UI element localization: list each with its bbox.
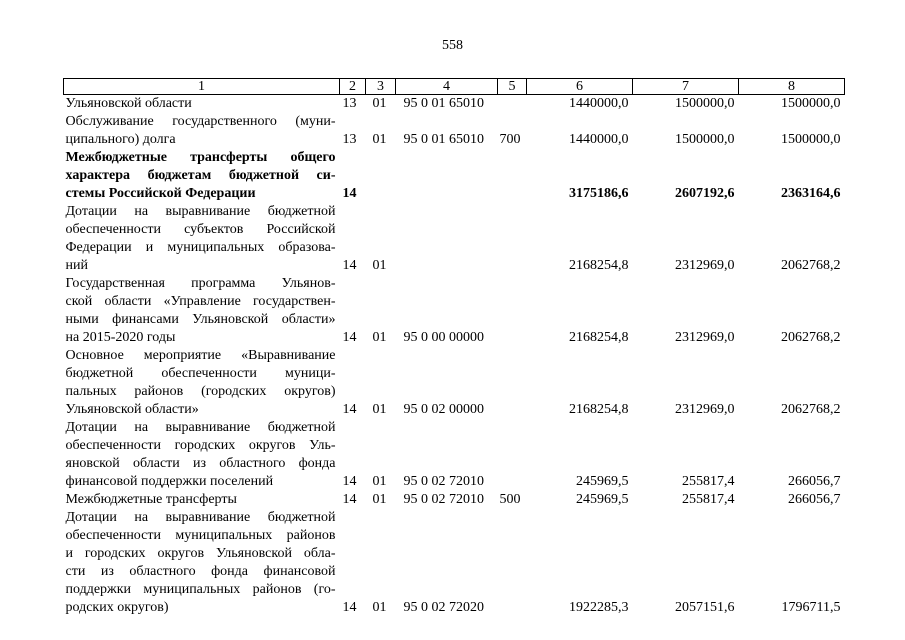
- row-name-line: ными финансами Ульяновской области»: [65, 312, 336, 327]
- row-name-line: бюджетной обеспеченности муници-: [65, 366, 336, 381]
- amount-col7-cell: 2057151,6: [675, 600, 735, 615]
- section-cell: 13: [342, 96, 357, 111]
- target-article-cell: 95 0 02 00000: [403, 402, 484, 417]
- amount-col6-cell: 2168254,8: [569, 402, 629, 417]
- row-name-line: пальных районов (городских округов): [65, 384, 336, 399]
- row-name: [64, 419, 340, 491]
- row-name-line: Ульяновской области»: [65, 402, 199, 417]
- row-name-line: Дотации на выравнивание бюджетной: [65, 420, 336, 435]
- expense-type-cell: [498, 95, 527, 114]
- expense-type-cell: [498, 509, 527, 617]
- section-cell: 14: [342, 600, 357, 615]
- row-name-line: стемы Российской Федерации: [65, 186, 256, 201]
- expense-type-cell: 500: [499, 492, 521, 507]
- amount-col8-cell: 2062768,2: [781, 258, 841, 273]
- target-article-cell: 95 0 02 72010: [403, 492, 484, 507]
- table-row: [64, 203, 845, 275]
- row-name: [64, 113, 340, 149]
- table-row: [64, 95, 845, 114]
- row-name-line: родских округов): [65, 600, 169, 615]
- header-col-5: 5: [498, 79, 527, 95]
- table-row: [64, 113, 845, 149]
- amount-col8-cell: 2062768,2: [781, 402, 841, 417]
- row-name-line: на 2015-2020 годы: [65, 330, 176, 345]
- amount-col6-cell: 1922285,3: [569, 600, 629, 615]
- target-article-cell: 95 0 01 65010: [403, 132, 484, 147]
- amount-col6-cell: 1440000,0: [569, 96, 629, 111]
- amount-col7-cell: 1500000,0: [675, 132, 735, 147]
- amount-col8-cell: 1796711,5: [781, 600, 841, 615]
- amount-col7-cell: 255817,4: [682, 492, 735, 507]
- section-cell: 13: [342, 132, 357, 147]
- subsection-cell: 01: [372, 474, 387, 489]
- row-name-line: Ульяновской области: [65, 96, 192, 111]
- row-name-line: ской области «Управление государствен-: [65, 294, 336, 309]
- expense-type-cell: [498, 275, 527, 347]
- table-row: [64, 419, 845, 491]
- row-name-line: Межбюджетные трансферты: [65, 492, 237, 507]
- row-name-line: Федерации и муниципальных образова-: [65, 240, 336, 255]
- table-body: [64, 95, 845, 618]
- page-number: 558: [442, 38, 463, 53]
- table-row: [64, 347, 845, 419]
- subsection-cell: 01: [372, 330, 387, 345]
- amount-col7-cell: 2312969,0: [675, 258, 735, 273]
- section-cell: 14: [342, 330, 357, 345]
- amount-col8-cell: 1500000,0: [781, 96, 841, 111]
- amount-col8-cell: 266056,7: [788, 474, 841, 489]
- row-name-line: яновской области из областного фонда: [65, 456, 336, 471]
- row-name-line: обеспеченности муниципальных районов: [65, 528, 336, 543]
- expense-type-cell: [498, 347, 527, 419]
- header-col-1: 1: [64, 79, 340, 95]
- row-name: [64, 509, 340, 617]
- amount-col7-cell: 2312969,0: [675, 330, 735, 345]
- amount-col6-cell: 2168254,8: [569, 330, 629, 345]
- target-article-cell: 95 0 02 72020: [403, 600, 484, 615]
- row-name: [64, 149, 340, 203]
- subsection-cell: 01: [372, 132, 387, 147]
- amount-col6-cell: 3175186,6: [569, 186, 629, 201]
- row-name-line: обеспеченности городских округов Уль-: [65, 438, 336, 453]
- amount-col6-cell: 2168254,8: [569, 258, 629, 273]
- expense-type-cell: [498, 203, 527, 275]
- row-name-line: характера бюджетам бюджетной си-: [65, 168, 336, 183]
- row-name: [64, 491, 340, 509]
- header-col-3: 3: [366, 79, 396, 95]
- expense-type-cell: 700: [499, 132, 521, 147]
- table-row: [64, 275, 845, 347]
- subsection-cell: 01: [372, 96, 387, 111]
- row-name-line: сти из областного фонда финансовой: [65, 564, 336, 579]
- target-article-cell: 95 0 01 65010: [403, 96, 484, 111]
- subsection-cell: 01: [372, 402, 387, 417]
- amount-col8-cell: 266056,7: [788, 492, 841, 507]
- expense-type-cell: [498, 149, 527, 203]
- expense-type-cell: [498, 419, 527, 491]
- table-row: [64, 509, 845, 617]
- amount-col7-cell: 255817,4: [682, 474, 735, 489]
- amount-col7-cell: 2607192,6: [675, 186, 735, 201]
- row-name: [64, 95, 340, 114]
- section-cell: 14: [342, 492, 357, 507]
- subsection-cell: 01: [372, 600, 387, 615]
- amount-col7-cell: 1500000,0: [675, 96, 735, 111]
- header-col-8: 8: [739, 79, 845, 95]
- table-row: [64, 149, 845, 203]
- subsection-cell: [366, 149, 396, 203]
- amount-col8-cell: 2062768,2: [781, 330, 841, 345]
- header-col-2: 2: [340, 79, 366, 95]
- table-row: [64, 491, 845, 509]
- row-name: [64, 203, 340, 275]
- row-name: [64, 275, 340, 347]
- target-article-cell: 95 0 02 72010: [403, 474, 484, 489]
- budget-table: [63, 78, 845, 617]
- header-row: [64, 79, 845, 95]
- row-name-line: обеспеченности субъектов Российской: [65, 222, 336, 237]
- target-article-cell: 95 0 00 00000: [403, 330, 484, 345]
- subsection-cell: 01: [372, 492, 387, 507]
- amount-col6-cell: 245969,5: [576, 492, 629, 507]
- row-name-line: Дотации на выравнивание бюджетной: [65, 204, 336, 219]
- row-name-line: и городских округов Ульяновской обла-: [65, 546, 336, 561]
- section-cell: 14: [342, 402, 357, 417]
- section-cell: 14: [342, 474, 357, 489]
- row-name-line: Межбюджетные трансферты общего: [65, 150, 336, 165]
- header-col-4: 4: [396, 79, 498, 95]
- subsection-cell: 01: [372, 258, 387, 273]
- row-name: [64, 347, 340, 419]
- section-cell: 14: [342, 186, 357, 201]
- row-name-line: поддержки муниципальных районов (го-: [65, 582, 336, 597]
- row-name-line: ний: [65, 258, 88, 273]
- row-name-line: Государственная программа Ульянов-: [65, 276, 336, 291]
- row-name-line: Обслуживание государственного (муни-: [65, 114, 336, 129]
- target-article-cell: [396, 149, 498, 203]
- target-article-cell: [396, 203, 498, 275]
- amount-col6-cell: 245969,5: [576, 474, 629, 489]
- amount-col6-cell: 1440000,0: [569, 132, 629, 147]
- section-cell: 14: [342, 258, 357, 273]
- row-name-line: ципального) долга: [65, 132, 176, 147]
- amount-col8-cell: 2363164,6: [781, 186, 841, 201]
- row-name-line: Основное мероприятие «Выравнивание: [65, 348, 336, 363]
- header-col-6: 6: [527, 79, 633, 95]
- amount-col7-cell: 2312969,0: [675, 402, 735, 417]
- header-col-7: 7: [633, 79, 739, 95]
- amount-col8-cell: 1500000,0: [781, 132, 841, 147]
- row-name-line: Дотации на выравнивание бюджетной: [65, 510, 336, 525]
- row-name-line: финансовой поддержки поселений: [65, 474, 274, 489]
